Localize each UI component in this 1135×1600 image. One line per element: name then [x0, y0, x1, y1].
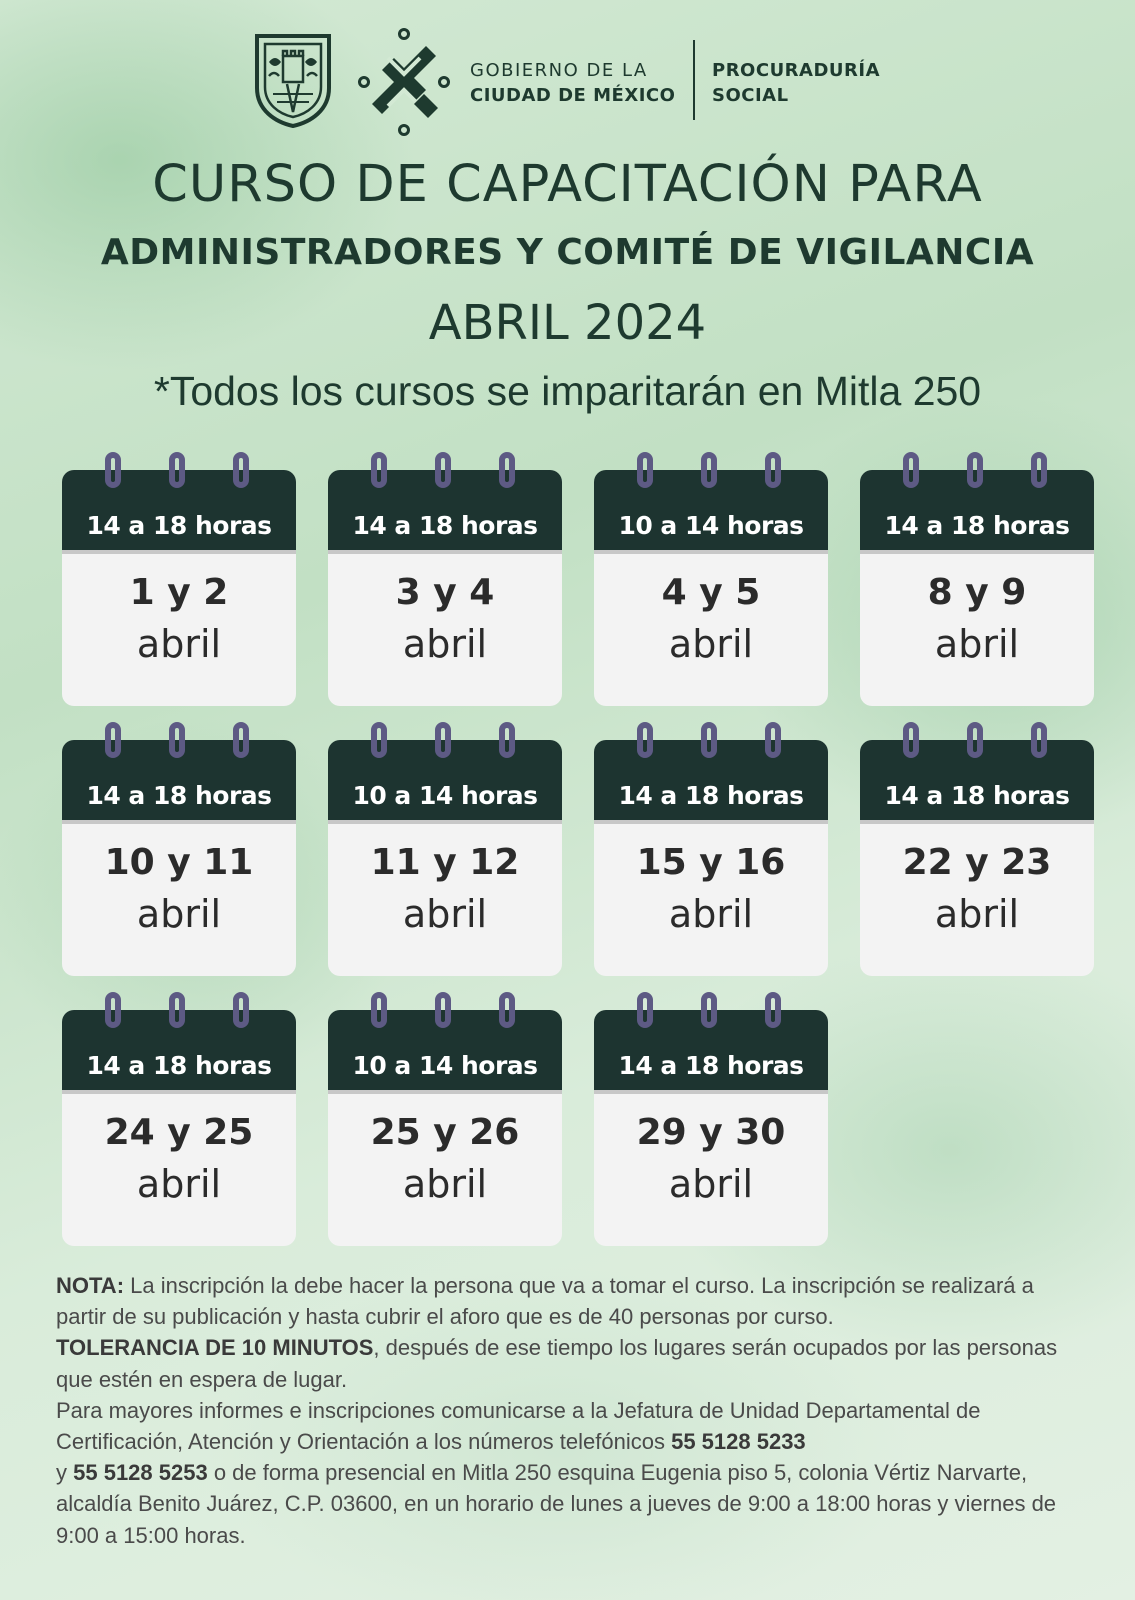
course-days: 10 y 11 — [104, 842, 254, 883]
course-calendar-card — [328, 992, 562, 1250]
phone-number-1: 55 5128 5233 — [671, 1429, 806, 1455]
tolerancia-label: TOLERANCIA DE 10 MINUTOS — [56, 1335, 374, 1361]
title-month-year: ABRIL 2024 — [428, 295, 707, 351]
nota-text-4: y — [56, 1460, 74, 1486]
calendar-body — [62, 550, 296, 706]
calendar-ring-icon — [967, 722, 983, 758]
calendar-ring-icon — [499, 722, 515, 758]
calendar-ring-icon — [637, 722, 653, 758]
header — [0, 28, 1135, 133]
course-calendar-card — [594, 992, 828, 1250]
course-calendar-card — [860, 452, 1094, 710]
calendar-ring-icon — [169, 452, 185, 488]
nota-text-3: Para mayores informes e inscripciones comunicarse a la Jefatura de Unidad Departamental de Certificación, Atención y Orientación a los números telefónicos — [56, 1397, 981, 1455]
phone-number-2: 55 5128 5253 — [73, 1460, 208, 1486]
calendar-ring-icon — [499, 452, 515, 488]
course-days: 4 y 5 — [661, 572, 761, 613]
calendar-body — [328, 550, 562, 706]
course-days: 25 y 26 — [370, 1112, 520, 1153]
course-calendar-card — [62, 992, 296, 1250]
course-time: 14 a 18 horas — [352, 511, 538, 540]
calendar-ring-icon — [233, 722, 249, 758]
course-month: abril — [402, 1162, 488, 1206]
calendar-ring-icon — [701, 452, 717, 488]
course-month: abril — [136, 1162, 222, 1206]
course-days: 24 y 25 — [104, 1112, 254, 1153]
course-time: 14 a 18 horas — [884, 511, 1070, 540]
calendar-ring-icon — [435, 722, 451, 758]
calendar-body — [860, 820, 1094, 976]
location-note: *Todos los cursos se imparitarán en Mitla 250 — [153, 368, 982, 414]
course-days: 11 y 12 — [370, 842, 520, 883]
calendar-ring-icon — [903, 722, 919, 758]
calendar-ring-icon — [105, 992, 121, 1028]
header-divider — [693, 40, 695, 120]
course-time: 10 a 14 horas — [618, 511, 804, 540]
course-month: abril — [668, 622, 754, 666]
procuraduria-line2: SOCIAL — [712, 85, 789, 106]
calendar-ring-icon — [701, 722, 717, 758]
nota-text-5: o de forma presencial en Mitla 250 esquina Eugenia piso 5, colonia Vértiz Narvarte, alcaldía Benito Juárez, C.P. 03600, en un horario de lunes a jueves de 9:00 a 18:00 horas y viernes de 9:00 a 15:00 horas. — [56, 1460, 1057, 1548]
procuraduria-line1: PROCURADURÍA — [712, 60, 881, 81]
procuraduria-label — [712, 58, 880, 108]
course-time: 14 a 18 horas — [618, 1051, 804, 1080]
calendar-body — [594, 1090, 828, 1246]
calendar-body — [62, 1090, 296, 1246]
calendar-body — [62, 820, 296, 976]
gobierno-line2: CIUDAD DE MÉXICO — [470, 85, 676, 106]
calendar-ring-icon — [105, 722, 121, 758]
calendar-ring-icon — [1031, 722, 1047, 758]
calendar-body — [328, 820, 562, 976]
course-days: 15 y 16 — [636, 842, 786, 883]
course-time: 14 a 18 horas — [86, 781, 272, 810]
nota-text-2: , después de ese tiempo los lugares serán ocupados por las personas que estén en espera de lugar. — [56, 1335, 1058, 1392]
calendar-ring-icon — [765, 722, 781, 758]
course-time: 14 a 18 horas — [884, 781, 1070, 810]
course-calendar-card — [328, 722, 562, 980]
calendar-body — [594, 550, 828, 706]
course-days: 22 y 23 — [902, 842, 1052, 883]
calendar-body — [328, 1090, 562, 1246]
calendar-ring-icon — [637, 992, 653, 1028]
course-calendar-card — [62, 722, 296, 980]
calendar-ring-icon — [499, 992, 515, 1028]
calendar-ring-icon — [435, 452, 451, 488]
course-time: 14 a 18 horas — [86, 511, 272, 540]
calendar-ring-icon — [1031, 452, 1047, 488]
calendar-ring-icon — [169, 722, 185, 758]
course-calendar-card — [594, 722, 828, 980]
calendar-ring-icon — [435, 992, 451, 1028]
course-time: 10 a 14 horas — [352, 781, 538, 810]
course-calendar-card — [62, 452, 296, 710]
calendar-ring-icon — [169, 992, 185, 1028]
calendar-ring-icon — [371, 452, 387, 488]
course-time: 10 a 14 horas — [352, 1051, 538, 1080]
course-days: 29 y 30 — [636, 1112, 786, 1153]
title-line2: ADMINISTRADORES Y COMITÉ DE VIGILANCIA — [100, 232, 1035, 273]
calendar-ring-icon — [371, 992, 387, 1028]
course-calendar-card — [860, 722, 1094, 980]
cdmx-coat-of-arms-icon — [253, 32, 333, 128]
nota-text-1: La inscripción la debe hacer la persona que va a tomar el curso. La inscripción se realizará a partir de su publicación y hasta cubrir el aforo que es de 40 personas por curso. — [56, 1273, 1034, 1330]
nota-paragraph — [56, 1270, 1066, 1551]
calendar-ring-icon — [233, 992, 249, 1028]
calendar-ring-icon — [637, 452, 653, 488]
calendar-ring-icon — [967, 452, 983, 488]
gobierno-line1: GOBIERNO DE LA — [470, 60, 648, 81]
course-days: 3 y 4 — [395, 572, 495, 613]
calendar-ring-icon — [233, 452, 249, 488]
gobierno-cdmx-label — [470, 58, 675, 108]
calendar-body — [594, 820, 828, 976]
course-month: abril — [934, 892, 1020, 936]
course-days: 8 y 9 — [927, 572, 1027, 613]
calendar-ring-icon — [701, 992, 717, 1028]
course-month: abril — [668, 892, 754, 936]
course-time: 14 a 18 horas — [86, 1051, 272, 1080]
course-time: 14 a 18 horas — [618, 781, 804, 810]
calendar-ring-icon — [765, 992, 781, 1028]
calendar-ring-icon — [105, 452, 121, 488]
cdmx-logo-icon — [358, 28, 450, 136]
course-month: abril — [402, 892, 488, 936]
course-month: abril — [136, 892, 222, 936]
course-days: 1 y 2 — [129, 572, 229, 613]
calendar-ring-icon — [371, 722, 387, 758]
course-calendar-card — [328, 452, 562, 710]
course-month: abril — [934, 622, 1020, 666]
course-month: abril — [402, 622, 488, 666]
course-month: abril — [668, 1162, 754, 1206]
calendar-ring-icon — [765, 452, 781, 488]
calendar-ring-icon — [903, 452, 919, 488]
course-month: abril — [136, 622, 222, 666]
nota-label: NOTA: — [56, 1273, 125, 1298]
course-calendar-card — [594, 452, 828, 710]
calendar-body — [860, 550, 1094, 706]
title-line1: CURSO DE CAPACITACIÓN PARA — [152, 155, 983, 214]
